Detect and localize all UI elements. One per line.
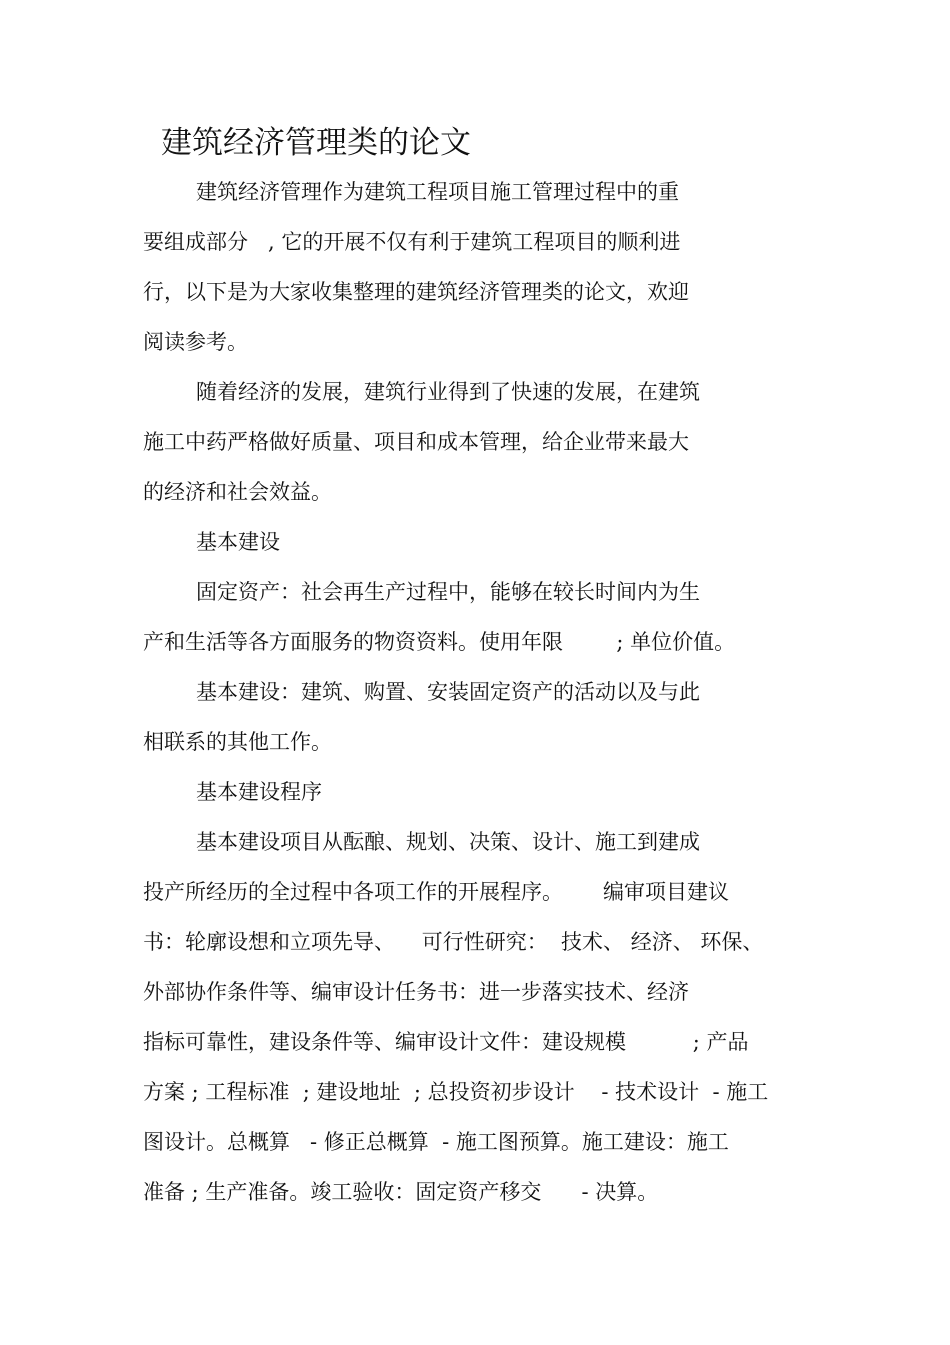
paragraph-line: 相联系的其他工作。 xyxy=(143,730,332,754)
paragraph-line: 准备 ; 生产准备。竣工验收：固定资产移交 - 决算。 xyxy=(143,1180,659,1204)
paragraph-line: 随着经济的发展，建筑行业得到了快速的发展，在建筑 xyxy=(196,380,700,404)
section-heading: 基本建设程序 xyxy=(196,780,322,804)
paragraph-line: 图设计。总概算 - 修正总概算 - 施工图预算。施工建设：施工 xyxy=(143,1130,729,1154)
paragraph-line: 的经济和社会效益。 xyxy=(143,480,332,504)
paragraph-line: 阅读参考。 xyxy=(143,330,248,354)
paragraph-line: 书：轮廓设想和立项先导、 可行性研究： 技术、 经济、 环保、 xyxy=(143,930,764,954)
paragraph-line: 产和生活等各方面服务的物资资料。使用年限 ; 单位价值。 xyxy=(143,630,736,654)
paragraph-line: 行，以下是为大家收集整理的建筑经济管理类的论文，欢迎 xyxy=(143,280,689,304)
section-heading: 基本建设 xyxy=(196,530,280,554)
paragraph-line: 建筑经济管理作为建筑工程项目施工管理过程中的重 xyxy=(196,180,679,204)
paragraph-line: 要组成部分 , 它的开展不仅有利于建筑工程项目的顺利进 xyxy=(143,230,681,254)
document-title: 建筑经济管理类的论文 xyxy=(161,125,471,161)
paragraph-line: 投产所经历的全过程中各项工作的开展程序。 编审项目建议 xyxy=(143,880,730,904)
paragraph-line: 基本建设项目从酝酿、规划、决策、设计、施工到建成 xyxy=(196,830,700,854)
paragraph-line: 基本建设：建筑、购置、安装固定资产的活动以及与此 xyxy=(196,680,700,704)
paragraph-line: 指标可靠性，建设条件等、编审设计文件：建设规模 ; 产品 xyxy=(143,1030,749,1054)
paragraph-line: 外部协作条件等、编审设计任务书：进一步落实技术、经济 xyxy=(143,980,689,1004)
paragraph-line: 方案 ; 工程标准 ; 建设地址 ; 总投资初步设计 - 技术设计 - 施工 xyxy=(143,1080,769,1104)
paragraph-line: 施工中药严格做好质量、项目和成本管理，给企业带来最大 xyxy=(143,430,689,454)
paragraph-line: 固定资产：社会再生产过程中，能够在较长时间内为生 xyxy=(196,580,700,604)
